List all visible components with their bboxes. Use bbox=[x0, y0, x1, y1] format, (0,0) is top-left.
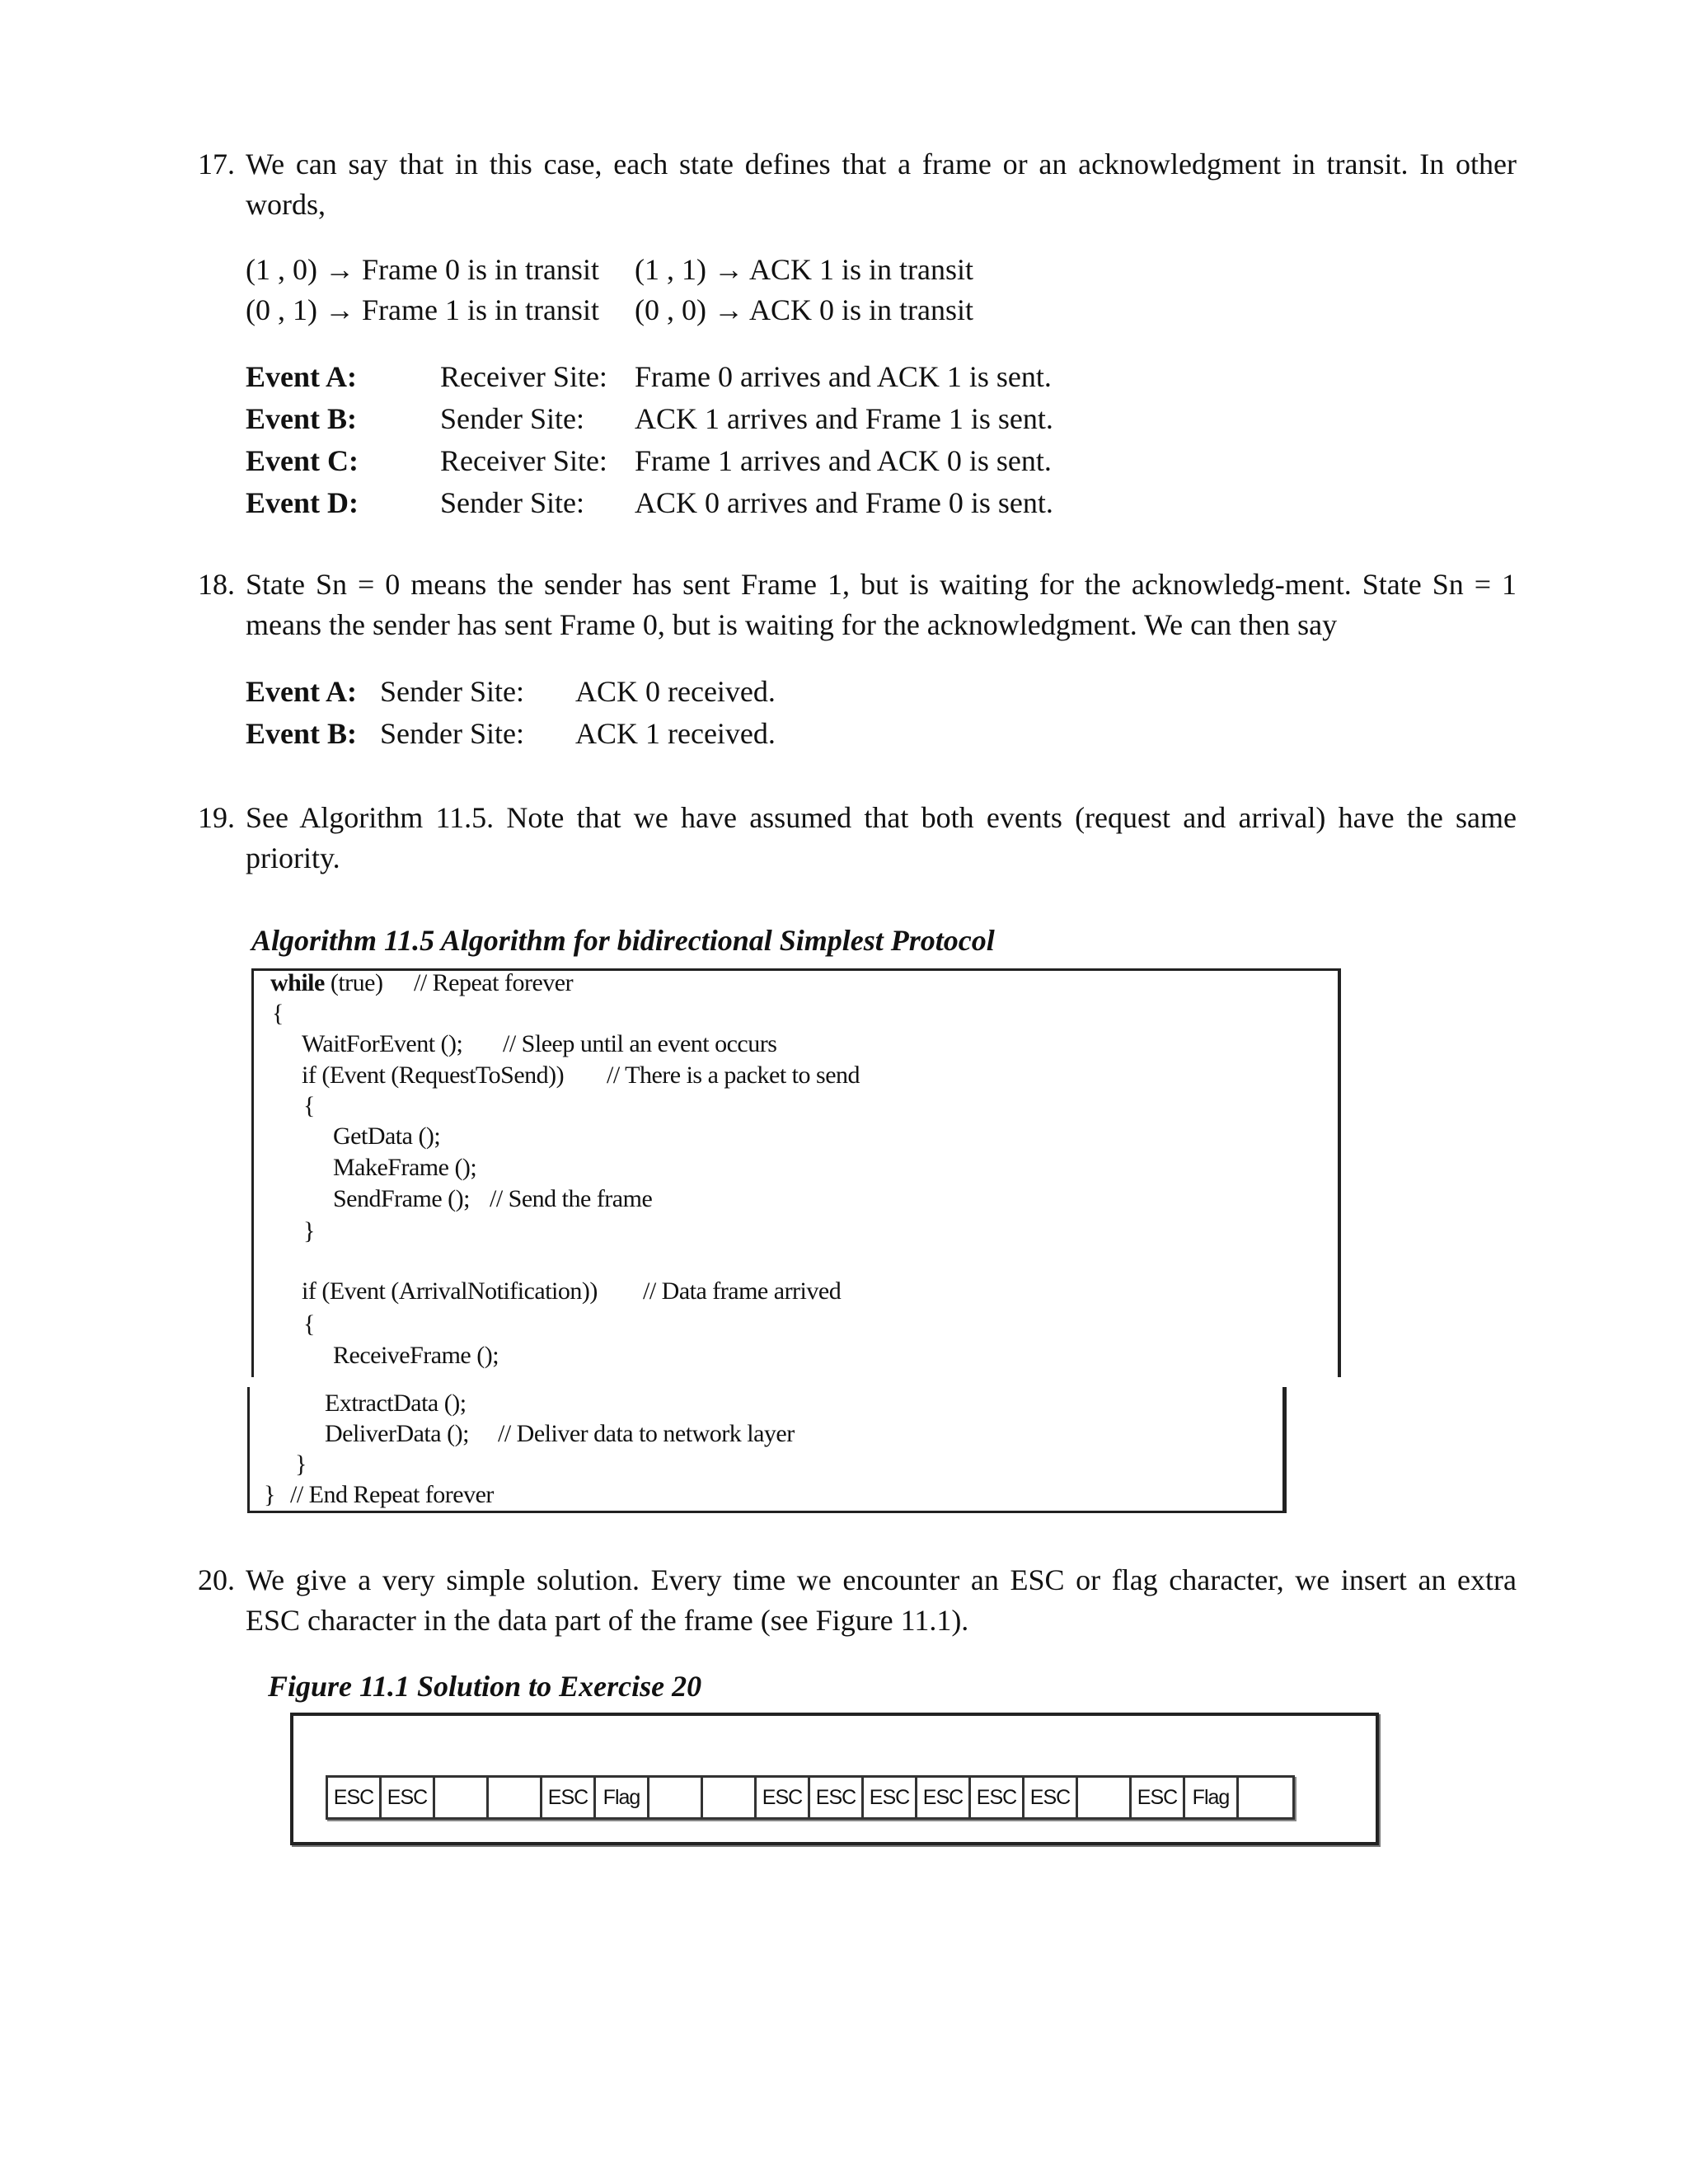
event-site: Sender Site: bbox=[380, 717, 524, 750]
item-20-line-1: We give a very simple solution. Every time we encounter an ESC or flag character, we insert an extra bbox=[246, 1563, 1517, 1596]
frame-cell bbox=[1239, 1778, 1292, 1817]
frame-cell bbox=[489, 1778, 542, 1817]
frame-cell: ESC bbox=[810, 1778, 864, 1817]
code-line: MakeFrame (); bbox=[333, 1154, 477, 1181]
item-18-line-1: State Sn = 0 means the sender has sent Frame 1, but is waiting for the acknowledg-ment. State Sn = 1 bbox=[246, 568, 1517, 601]
figure-caption: Figure 11.1 Solution to Exercise 20 bbox=[268, 1670, 702, 1703]
code-comment: // Data frame arrived bbox=[643, 1277, 842, 1305]
event-desc: ACK 1 arrives and Frame 1 is sent. bbox=[635, 402, 1053, 435]
code-line bbox=[270, 969, 382, 997]
event-desc: Frame 0 arrives and ACK 1 is sent. bbox=[635, 360, 1052, 393]
code-line: DeliverData (); bbox=[325, 1420, 469, 1447]
event-desc: ACK 0 arrives and Frame 0 is sent. bbox=[635, 486, 1053, 519]
event-desc: ACK 0 received. bbox=[575, 675, 776, 708]
frame-cells bbox=[326, 1775, 1295, 1820]
algorithm-caption: Algorithm 11.5 Algorithm for bidirectional Simplest Protocol bbox=[251, 924, 995, 957]
code-line: } bbox=[295, 1451, 307, 1478]
frame-cell: ESC bbox=[971, 1778, 1025, 1817]
frame-cell: ESC bbox=[917, 1778, 971, 1817]
event-site: Receiver Site: bbox=[440, 444, 607, 477]
state-3: (0 , 0) → ACK 0 is in transit bbox=[635, 293, 973, 326]
event-label: Event A: bbox=[246, 675, 357, 708]
state-1: (1 , 1) → ACK 1 is in transit bbox=[635, 253, 973, 286]
code-line: ExtractData (); bbox=[325, 1390, 467, 1417]
item-19-line-2: priority. bbox=[246, 841, 340, 874]
event-label: Event C: bbox=[246, 444, 359, 477]
item-number: 20. bbox=[198, 1563, 235, 1596]
item-number: 17. bbox=[198, 148, 235, 180]
item-19-line-1: See Algorithm 11.5. Note that we have assumed that both events (request and arrival) have the same bbox=[246, 801, 1517, 834]
code-comment: // Repeat forever bbox=[414, 969, 574, 996]
code-line: ReceiveFrame (); bbox=[333, 1342, 499, 1369]
frame-cell: ESC bbox=[542, 1778, 596, 1817]
frame-cell: ESC bbox=[328, 1778, 382, 1817]
event-label: Event D: bbox=[246, 486, 359, 519]
code-line: } bbox=[264, 1481, 275, 1508]
frame-cell: ESC bbox=[382, 1778, 435, 1817]
frame-cell bbox=[649, 1778, 703, 1817]
frame-cell: ESC bbox=[1025, 1778, 1078, 1817]
frame-cell: Flag bbox=[596, 1778, 649, 1817]
code-line: GetData (); bbox=[333, 1122, 441, 1150]
item-17 bbox=[198, 144, 1517, 225]
code-line: { bbox=[272, 1000, 284, 1027]
event-site: Receiver Site: bbox=[440, 360, 607, 393]
code-comment: // End Repeat forever bbox=[290, 1481, 494, 1508]
event-label: Event B: bbox=[246, 402, 357, 435]
frame-cell: ESC bbox=[757, 1778, 810, 1817]
event-site: Sender Site: bbox=[380, 675, 524, 708]
event-label: Event A: bbox=[246, 360, 357, 393]
frame-cell bbox=[1078, 1778, 1132, 1817]
item-19 bbox=[198, 798, 1517, 879]
frame-cell bbox=[703, 1778, 757, 1817]
item-17-line-1: We can say that in this case, each state defines that a frame or an acknowledgment in transit. In other bbox=[246, 148, 1517, 180]
event-site: Sender Site: bbox=[440, 486, 584, 519]
state-0: (1 , 0) → Frame 0 is in transit bbox=[246, 253, 599, 286]
state-2: (0 , 1) → Frame 1 is in transit bbox=[246, 293, 599, 326]
item-18-line-2: means the sender has sent Frame 0, but is waiting for the acknowledgment. We can then say bbox=[246, 608, 1338, 641]
code-line: { bbox=[303, 1310, 315, 1338]
code-comment: // Sleep until an event occurs bbox=[503, 1030, 777, 1057]
code-comment: // Deliver data to network layer bbox=[498, 1420, 795, 1447]
code-line: if (Event (RequestToSend)) bbox=[302, 1062, 565, 1089]
code-comment: // Send the frame bbox=[490, 1185, 653, 1212]
item-number: 18. bbox=[198, 568, 235, 601]
code-line: WaitForEvent (); bbox=[302, 1030, 463, 1057]
item-18 bbox=[198, 565, 1517, 645]
code-text: (true) bbox=[324, 969, 383, 996]
code-comment: // There is a packet to send bbox=[607, 1062, 860, 1089]
code-line: if (Event (ArrivalNotification)) bbox=[302, 1277, 598, 1305]
frame-cell: ESC bbox=[1132, 1778, 1185, 1817]
event-desc: Frame 1 arrives and ACK 0 is sent. bbox=[635, 444, 1052, 477]
item-20-line-2: ESC character in the data part of the frame (see Figure 11.1). bbox=[246, 1604, 969, 1637]
item-number: 19. bbox=[198, 801, 235, 834]
frame-cell bbox=[435, 1778, 489, 1817]
code-line: SendFrame (); bbox=[333, 1185, 470, 1212]
event-label: Event B: bbox=[246, 717, 357, 750]
event-desc: ACK 1 received. bbox=[575, 717, 776, 750]
code-line: { bbox=[303, 1092, 315, 1119]
code-line: } bbox=[303, 1217, 315, 1244]
code-keyword: while bbox=[270, 969, 325, 996]
item-20 bbox=[198, 1560, 1517, 1641]
frame-cell: ESC bbox=[864, 1778, 917, 1817]
item-17-line-2: words, bbox=[246, 188, 326, 221]
event-site: Sender Site: bbox=[440, 402, 584, 435]
frame-cell: Flag bbox=[1185, 1778, 1239, 1817]
